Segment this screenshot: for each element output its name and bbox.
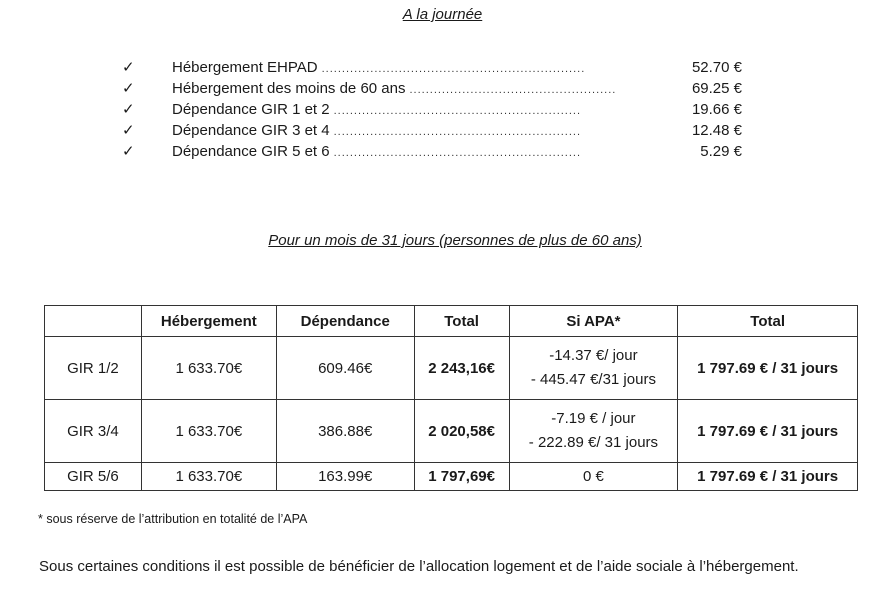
header-total: Total bbox=[414, 306, 509, 337]
table-row bbox=[45, 337, 858, 400]
cell-gir: GIR 5/6 bbox=[45, 463, 142, 491]
checkmark-icon: ✓ bbox=[122, 143, 135, 160]
tariff-label: Hébergement EHPAD bbox=[172, 59, 318, 76]
cell-total-apa: 1 797.69 € / 31 jours bbox=[678, 463, 858, 491]
tariff-label: Dépendance GIR 1 et 2 bbox=[172, 101, 330, 118]
apa-per-month: - 222.89 €/ 31 jours bbox=[528, 434, 659, 451]
cell-si-apa bbox=[509, 337, 678, 400]
monthly-rates-heading: Pour un mois de 31 jours (personnes de plus de 60 ans) bbox=[268, 232, 642, 249]
header-si-apa: Si APA* bbox=[509, 306, 678, 337]
cell-gir: GIR 3/4 bbox=[45, 400, 142, 463]
apa-footnote: * sous réserve de l’attribution en totalité de l’APA bbox=[38, 512, 308, 526]
tariff-label: Dépendance GIR 3 et 4 bbox=[172, 122, 330, 139]
cell-dependance: 386.88€ bbox=[276, 400, 414, 463]
tariff-value: 19.66 € bbox=[691, 101, 742, 118]
cell-dependance: 163.99€ bbox=[276, 463, 414, 491]
apa-per-day: -14.37 €/ jour bbox=[549, 347, 638, 364]
checkmark-icon: ✓ bbox=[122, 101, 135, 118]
tariff-value: 5.29 € bbox=[700, 143, 742, 160]
tariff-value: 52.70 € bbox=[691, 59, 742, 76]
daily-rates-heading: A la journée bbox=[402, 6, 483, 23]
table-row bbox=[45, 400, 858, 463]
checkmark-icon: ✓ bbox=[122, 80, 135, 97]
cell-hebergement: 1 633.70€ bbox=[141, 463, 276, 491]
tariff-value: 69.25 € bbox=[691, 80, 742, 97]
cell-si-apa: 0 € bbox=[509, 463, 678, 491]
dot-leader: ............................................................. bbox=[333, 147, 582, 159]
tariff-value: 12.48 € bbox=[691, 122, 742, 139]
cell-total: 2 020,58€ bbox=[414, 400, 509, 463]
checkmark-icon: ✓ bbox=[122, 122, 135, 139]
header-total-apa: Total bbox=[678, 306, 858, 337]
apa-per-month: - 445.47 €/31 jours bbox=[530, 371, 656, 388]
monthly-pricing-table bbox=[44, 305, 858, 491]
apa-per-day: -7.19 € / jour bbox=[551, 410, 636, 427]
cell-hebergement: 1 633.70€ bbox=[141, 337, 276, 400]
table-header-row bbox=[45, 306, 858, 337]
header-hebergement: Hébergement bbox=[141, 306, 276, 337]
tariff-row-dependance-gir-5-6 bbox=[122, 141, 742, 162]
dot-leader: ................................................... bbox=[409, 84, 617, 96]
table-row bbox=[45, 463, 858, 491]
tariff-row-hebergement-moins-60 bbox=[122, 78, 742, 99]
cell-hebergement: 1 633.70€ bbox=[141, 400, 276, 463]
cell-total-apa: 1 797.69 € / 31 jours bbox=[678, 400, 858, 463]
tariff-label: Dépendance GIR 5 et 6 bbox=[172, 143, 330, 160]
tariff-row-hebergement-ehpad bbox=[122, 57, 742, 78]
dot-leader: ................................................................. bbox=[321, 63, 586, 75]
tariff-row-dependance-gir-1-2 bbox=[122, 99, 742, 120]
tariff-row-dependance-gir-3-4 bbox=[122, 120, 742, 141]
cell-gir: GIR 1/2 bbox=[45, 337, 142, 400]
cell-si-apa bbox=[509, 400, 678, 463]
cell-total-apa: 1 797.69 € / 31 jours bbox=[678, 337, 858, 400]
checkmark-icon: ✓ bbox=[122, 59, 135, 76]
tariff-label: Hébergement des moins de 60 ans bbox=[172, 80, 406, 97]
header-empty bbox=[45, 306, 142, 337]
cell-dependance: 609.46€ bbox=[276, 337, 414, 400]
dot-leader: ............................................................. bbox=[333, 105, 582, 117]
cell-total: 2 243,16€ bbox=[414, 337, 509, 400]
cell-total: 1 797,69€ bbox=[414, 463, 509, 491]
dot-leader: ............................................................. bbox=[333, 126, 582, 138]
header-dependance: Dépendance bbox=[276, 306, 414, 337]
daily-rates-list bbox=[122, 57, 742, 162]
conditions-note: Sous certaines conditions il est possible de bénéficier de l’allocation logement et de l’aide sociale à l’hébergement. bbox=[39, 558, 799, 575]
